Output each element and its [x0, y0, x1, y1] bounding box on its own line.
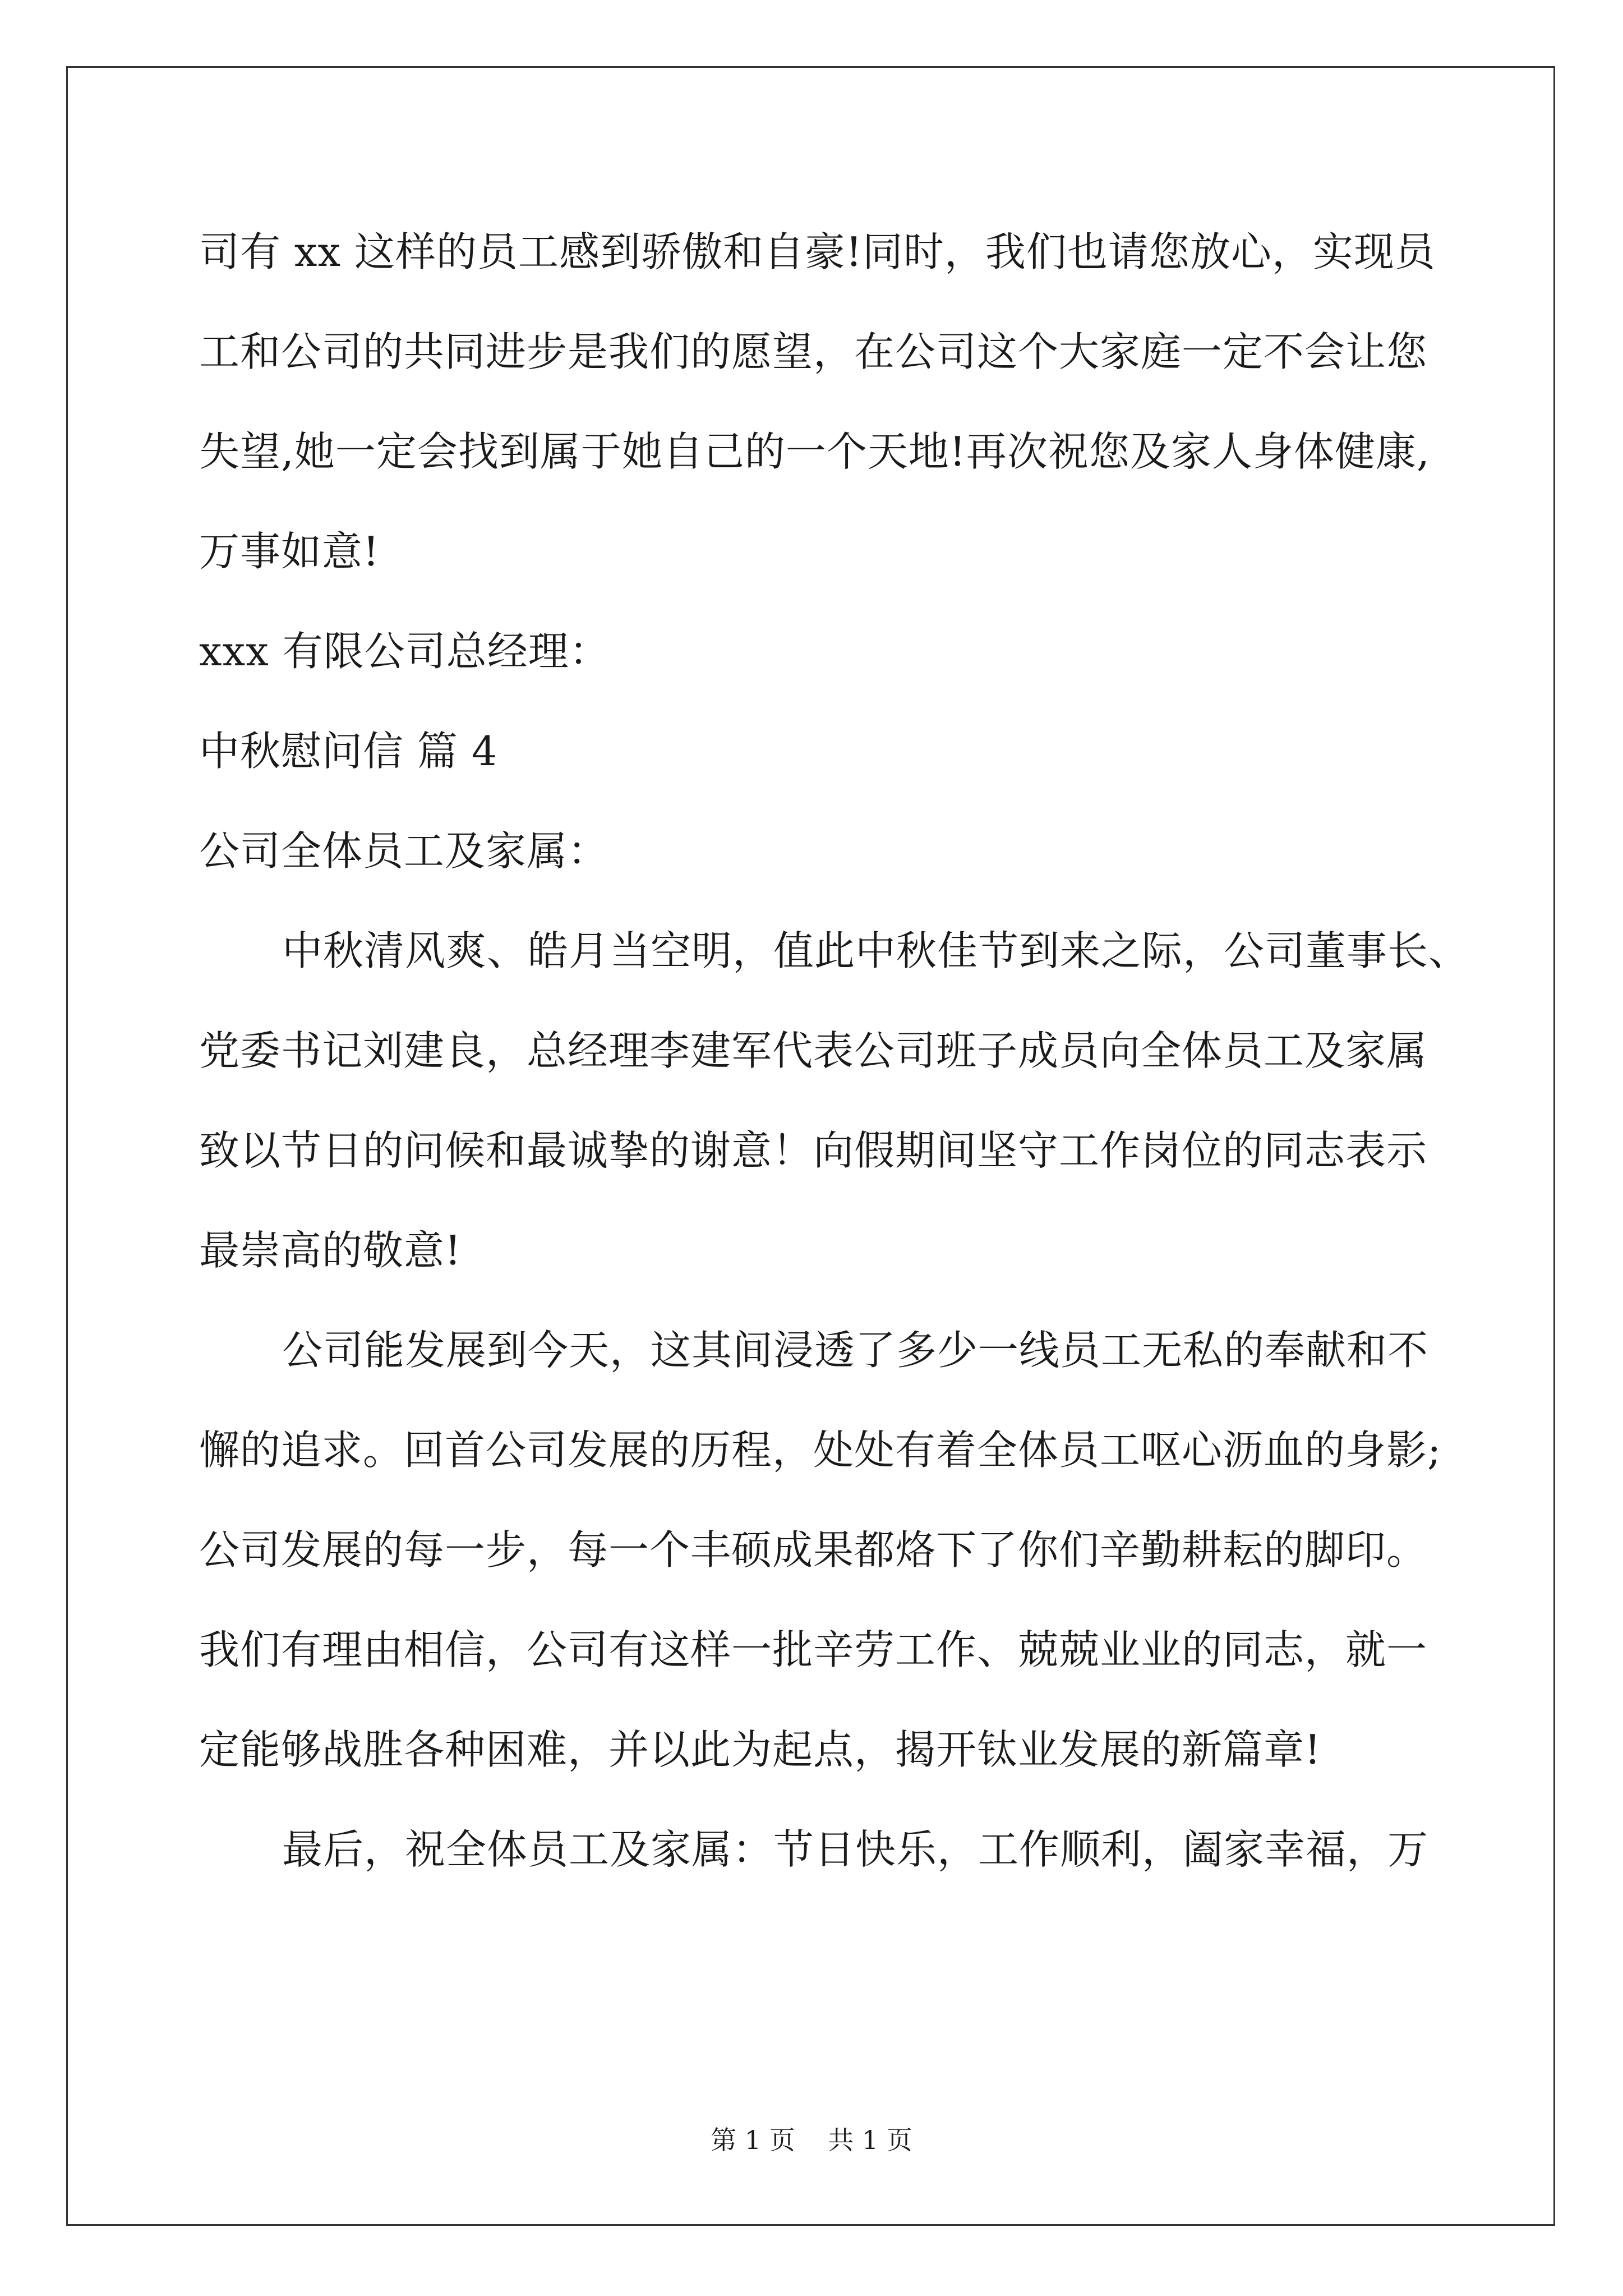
text-line: 万事如意! [199, 528, 380, 575]
text-line: 最后，祝全体员工及家属：节日快乐，工作顺利，阖家幸福，万 [282, 1826, 1429, 1873]
text-line: 定能够战胜各种困难，并以此为起点，揭开钛业发展的新篇章! [199, 1726, 1321, 1773]
text-line: 公司能发展到今天，这其间浸透了多少一线员工无私的奉献和不 [282, 1327, 1429, 1374]
text-line: 党委书记刘建良，总经理李建军代表公司班子成员向全体员工及家属 [199, 1027, 1428, 1074]
text-line: 我们有理由相信，公司有这样一批辛劳工作、兢兢业业的同志，就一 [199, 1626, 1428, 1673]
text-line: 工和公司的共同进步是我们的愿望，在公司这个大家庭一定不会让您 [199, 328, 1428, 375]
salutation: 公司全体员工及家属： [199, 827, 609, 875]
text-line: 懈的追求。回首公司发展的历程，处处有着全体员工呕心沥血的身影; [199, 1427, 1442, 1474]
text-line: 公司发展的每一步，每一个丰硕成果都烙下了你们辛勤耕耘的脚印。 [199, 1526, 1428, 1573]
section-heading: 中秋慰问信 篇 4 [199, 728, 498, 775]
text-line: 最崇高的敬意! [199, 1227, 462, 1274]
text-line: 司有 xx 这样的员工感到骄傲和自豪!同时，我们也请您放心，实现员 [199, 228, 1436, 275]
page-number-footer: 第 1 页 共 1 页 [711, 2125, 912, 2155]
text-line: 失望,她一定会找到属于她自己的一个天地!再次祝您及家人身体健康, [199, 428, 1430, 475]
text-line: 中秋清风爽、皓月当空明，值此中秋佳节到来之际，公司董事长、 [282, 927, 1470, 974]
signature-line: xxx 有限公司总经理： [199, 628, 610, 675]
document-body [199, 210, 1470, 1907]
text-line: 致以节日的问候和最诚挚的谢意！向假期间坚守工作岗位的同志表示 [199, 1127, 1428, 1174]
